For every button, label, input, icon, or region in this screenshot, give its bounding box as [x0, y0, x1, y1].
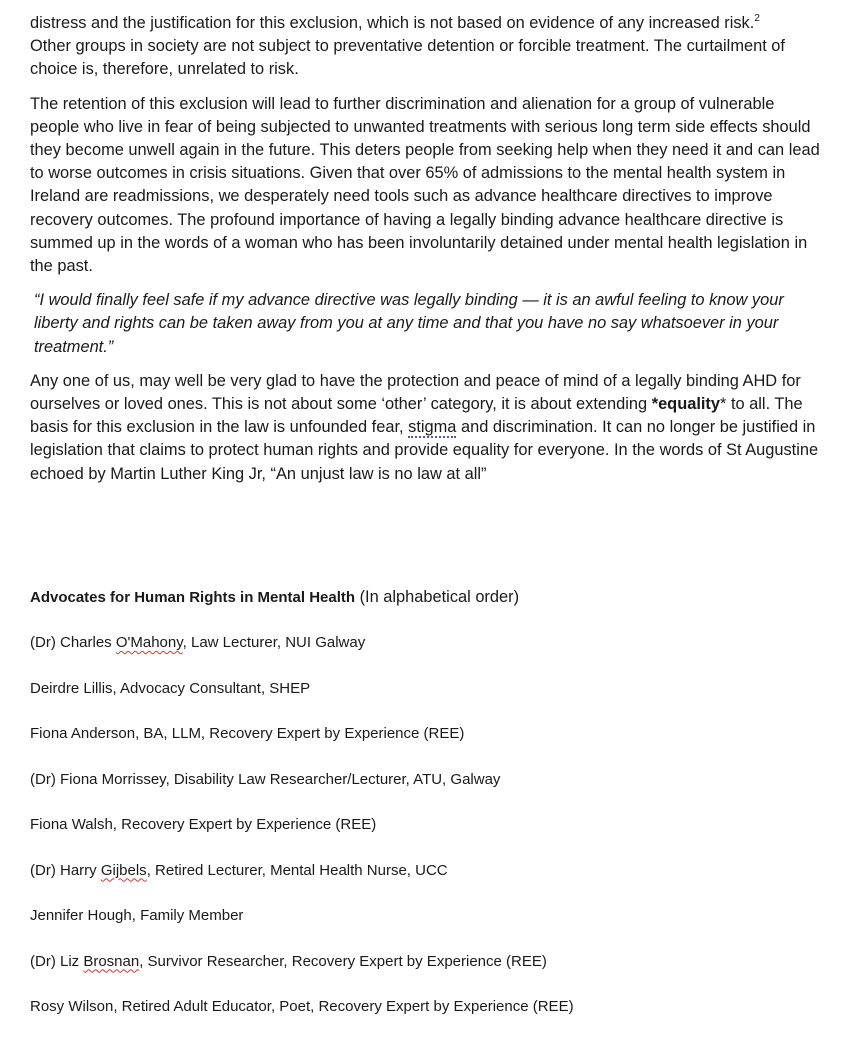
signatory-line [30, 996, 820, 1018]
document-body [30, 12, 820, 497]
spelling-flag[interactable]: Brosnan [83, 952, 140, 970]
signatory-line [30, 723, 820, 745]
equality-text-e: and discrimination. It can no longer be justified in legislation that claims to protect human rights and provide equality for everyone. In the words of St Augustine echoed by Martin Luther King Jr, “An unjust law is no law at all” [30, 418, 819, 483]
signatory-line [30, 678, 820, 700]
signatory-text: Fiona Anderson, BA, LLM, Recovery Expert by Experience (REE) [30, 725, 465, 742]
paragraph-equality [30, 370, 820, 486]
signatory-text: (Dr) Harry [30, 861, 101, 879]
signatory-text: , Survivor Researcher, Recovery Expert by Experience (REE) [139, 952, 547, 970]
paragraph-risk-text: distress and the justification for this exclusion, which is not based on evidence of any increased risk. [30, 14, 755, 32]
equality-text-a: Any one of us, may well be very glad to have the protection and peace of mind of a legally binding AHD for ourselves or loved ones. This is not about some ‘other’ category, it is about extending [30, 371, 801, 414]
signatory-text: , Law Lecturer, NUI Galway [182, 634, 366, 651]
signatory-text: Rosy Wilson, Retired Adult Educator, Poet, Recovery Expert by Experience (REE) [30, 998, 574, 1015]
grammar-flag-stigma[interactable]: stigma [408, 418, 457, 437]
signatory-line [30, 814, 820, 836]
paragraph-retention: The retention of this exclusion will lead to further discrimination and alienation for a group of vulnerable people who live in fear of being subjected to unwanted treatments with serious long term side effects should they become unwell again in the future. This deters people from seeking help when they need it and can lead to worse outcomes in crisis situations. Given that over 65% of admissions to the mental health system in Ireland are readmissions, we desperately need tools such as advance healthcare directives to improve recovery outcomes. The profound importance of having a legally binding advance healthcare directive is summed up in the words of a woman who has been involuntarily detained under mental health legislation in the past. [30, 94, 820, 276]
signatory-text: Fiona Walsh, Recovery Expert by Experience (REE) [30, 816, 377, 833]
signatory-line [30, 905, 820, 927]
spelling-flag[interactable]: Gijbels [100, 861, 147, 879]
signatories-heading-note: (In alphabetical order) [355, 588, 520, 606]
spelling-flag[interactable]: O'Mahony [115, 634, 183, 651]
equality-text-c: * to all. The basis for this exclusion in the law is unfounded fear, [30, 395, 803, 437]
signatory-line [30, 860, 820, 882]
paragraph-risk-rest: Other groups in society are not subject to preventative detention or forcible treatment. The curtailment of choice is, therefore, unrelated to risk. [30, 37, 785, 79]
equality-emphasis: *equality [651, 395, 721, 414]
signatories-heading-bold: Advocates for Human Rights in Mental Health [30, 589, 356, 606]
signatories-block [30, 586, 820, 1042]
signatory-text: (Dr) Liz [30, 952, 84, 970]
signatory-text: Jennifer Hough, Family Member [30, 907, 244, 924]
signatory-text: (Dr) Charles [30, 634, 116, 651]
signatory-text: (Dr) Fiona Morrissey, Disability Law Researcher/Lecturer, ATU, Galway [30, 770, 501, 788]
signatory-line [30, 769, 820, 791]
signatory-line [30, 632, 820, 654]
signatory-line [30, 951, 820, 973]
paragraph-risk [30, 12, 820, 82]
quote-paragraph: “I would finally feel safe if my advance directive was legally binding — it is an awful feeling to know your liberty and rights can be taken away from you at any time and that you have no say whatsoever in your treatment.” [34, 291, 784, 356]
signatory-text: Deirdre Lillis, Advocacy Consultant, SHEP [30, 679, 311, 697]
signatory-text: , Retired Lecturer, Mental Health Nurse, UCC [146, 861, 448, 879]
signatories-heading [30, 586, 820, 609]
footnote-marker[interactable]: 2 [754, 13, 760, 24]
